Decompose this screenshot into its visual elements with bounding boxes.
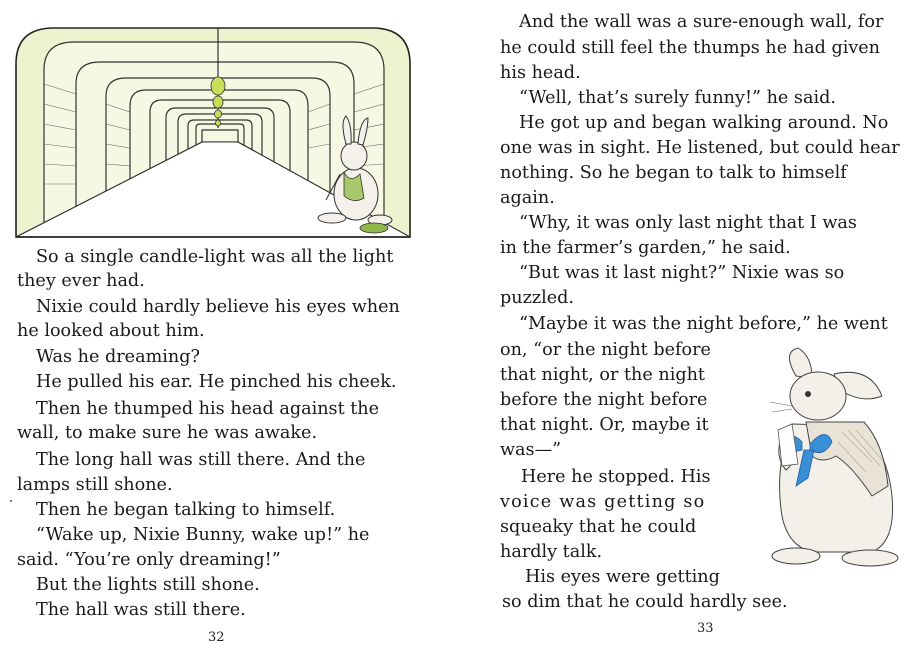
page-number: 33 (697, 621, 714, 636)
text-line: Nixie could hardly believe his eyes when (36, 297, 400, 317)
text-line: that night. Or, maybe it (500, 415, 709, 435)
text-line: that night, or the night (500, 365, 705, 385)
text-line: He pulled his ear. He pinched his cheek. (36, 372, 397, 392)
text-line: Then he began talking to himself. (36, 500, 336, 520)
text-line: voice was getting so (500, 492, 706, 512)
text-line: Then he thumped his head against the (36, 399, 380, 419)
text-line: puzzled. (500, 288, 575, 308)
text-line: “Well, that’s surely funny!” he said. (519, 88, 836, 108)
text-line: The long hall was still there. And the (36, 450, 366, 470)
text-line: his head. (500, 63, 581, 83)
speck (10, 500, 12, 502)
text-line: So a single candle-light was all the light (36, 247, 394, 267)
text-line: he looked about him. (17, 321, 205, 341)
text-line: “But was it last night?” Nixie was so (519, 263, 845, 283)
text-line: nothing. So he began to talk to himself (500, 163, 847, 183)
text-line: on, “or the night before (500, 340, 711, 360)
text-line: he could still feel the thumps he had given (500, 38, 881, 58)
text-line: “Maybe it was the night before,” he went (519, 314, 888, 334)
text-line: squeaky that he could (500, 517, 697, 537)
bunny-with-handkerchief-illustration (752, 346, 910, 572)
text-line: they ever had. (17, 271, 145, 291)
hall-with-bunny-illustration (14, 24, 412, 238)
text-line: His eyes were getting (525, 567, 720, 587)
text-line: lamps still shone. (17, 475, 173, 495)
text-line: again. (500, 188, 555, 208)
text-line: hardly talk. (500, 542, 603, 562)
text-line: And the wall was a sure-enough wall, for (519, 12, 884, 32)
text-line: He got up and began walking around. No (519, 113, 889, 133)
text-line: one was in sight. He listened, but could hear (500, 138, 900, 158)
text-line: “Why, it was only last night that I was (519, 213, 857, 233)
text-line: The hall was still there. (36, 600, 246, 620)
text-line: wall, to make sure he was awake. (17, 423, 318, 443)
text-line: “Wake up, Nixie Bunny, wake up!” he (36, 525, 370, 545)
text-line: But the lights still shone. (36, 575, 260, 595)
text-line: said. “You’re only dreaming!” (17, 550, 281, 570)
text-line: Here he stopped. His (521, 467, 711, 487)
text-line: in the farmer’s garden,” he said. (500, 238, 791, 258)
text-line: so dim that he could hardly see. (502, 592, 788, 612)
text-line: before the night before (500, 390, 708, 410)
text-line: was—” (500, 440, 562, 460)
page-number: 32 (208, 630, 225, 645)
text-line: Was he dreaming? (36, 347, 200, 367)
